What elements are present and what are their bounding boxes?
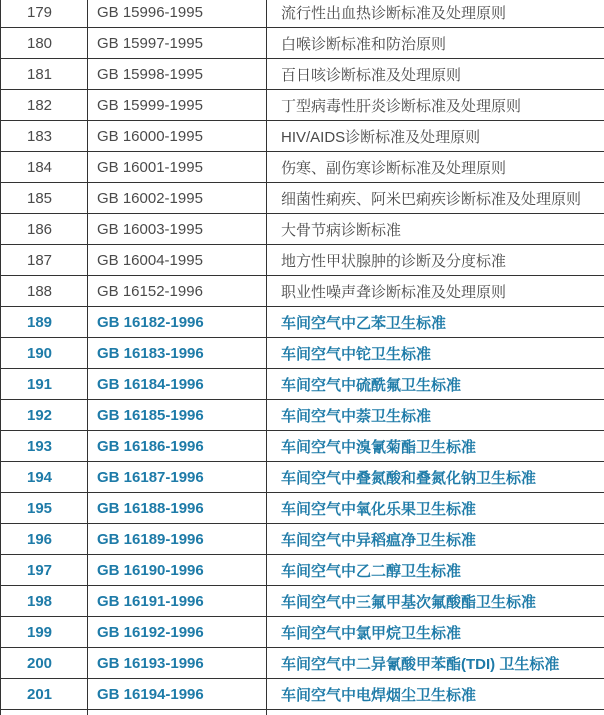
- standard-code[interactable]: GB 16191-1996: [88, 586, 267, 617]
- standard-code[interactable]: GB 16189-1996: [88, 524, 267, 555]
- row-number: 194: [1, 462, 88, 493]
- standard-title[interactable]: 车间空气中氧化乐果卫生标准: [267, 493, 604, 524]
- standard-title[interactable]: 车间空气中萘卫生标准: [267, 400, 604, 431]
- standard-code[interactable]: GB 16188-1996: [88, 493, 267, 524]
- row-number: 191: [1, 369, 88, 400]
- row-number: 199: [1, 617, 88, 648]
- row-number: 182: [1, 90, 88, 121]
- standard-title[interactable]: 车间空气中溴氰菊酯卫生标准: [267, 431, 604, 462]
- standard-title[interactable]: 车间空气中氯甲烷卫生标准: [267, 617, 604, 648]
- table-row: [1, 524, 604, 555]
- table-row: [1, 493, 604, 524]
- standard-code: GB 16003-1995: [88, 214, 267, 245]
- table-row: [1, 245, 604, 276]
- row-number: 186: [1, 214, 88, 245]
- standard-code: GB 16002-1995: [88, 183, 267, 214]
- row-number: 193: [1, 431, 88, 462]
- standard-title[interactable]: 车间空气中乙苯卫生标准: [267, 307, 604, 338]
- row-number: 192: [1, 400, 88, 431]
- row-number: 190: [1, 338, 88, 369]
- standard-title: 伤寒、副伤寒诊断标准及处理原则: [267, 152, 604, 183]
- standard-title: 百日咳诊断标准及处理原则: [267, 59, 604, 90]
- table-row: [1, 679, 604, 710]
- standard-title: [267, 710, 604, 715]
- row-number: 195: [1, 493, 88, 524]
- row-number: 198: [1, 586, 88, 617]
- row-number: 179: [1, 0, 88, 28]
- standard-title[interactable]: 车间空气中电焊烟尘卫生标准: [267, 679, 604, 710]
- table-row: [1, 307, 604, 338]
- standard-title: 细菌性痢疾、阿米巴痢疾诊断标准及处理原则: [267, 183, 604, 214]
- standard-code: [88, 710, 267, 715]
- standard-code[interactable]: GB 16185-1996: [88, 400, 267, 431]
- row-number: 187: [1, 245, 88, 276]
- table-row: [1, 400, 604, 431]
- standard-title: HIV/AIDS诊断标准及处理原则: [267, 121, 604, 152]
- standard-code[interactable]: GB 16192-1996: [88, 617, 267, 648]
- row-number: 185: [1, 183, 88, 214]
- standard-title[interactable]: 车间空气中叠氮酸和叠氮化钠卫生标准: [267, 462, 604, 493]
- table-row: [1, 648, 604, 679]
- standard-title: 流行性出血热诊断标准及处理原则: [267, 0, 604, 28]
- row-number: [1, 710, 88, 715]
- table-row: [1, 152, 604, 183]
- row-number: 200: [1, 648, 88, 679]
- standard-code[interactable]: GB 16187-1996: [88, 462, 267, 493]
- standard-title: 丁型病毒性肝炎诊断标准及处理原则: [267, 90, 604, 121]
- standard-code: GB 16001-1995: [88, 152, 267, 183]
- table-row: [1, 338, 604, 369]
- standard-title: 大骨节病诊断标准: [267, 214, 604, 245]
- table-row-partial: [1, 710, 604, 715]
- standards-table-body: [1, 0, 604, 715]
- standard-code: GB 16000-1995: [88, 121, 267, 152]
- standard-code: GB 16152-1996: [88, 276, 267, 307]
- table-row: [1, 28, 604, 59]
- standard-code[interactable]: GB 16194-1996: [88, 679, 267, 710]
- standard-code[interactable]: GB 16190-1996: [88, 555, 267, 586]
- row-number: 183: [1, 121, 88, 152]
- table-row: [1, 183, 604, 214]
- row-number: 184: [1, 152, 88, 183]
- standard-title[interactable]: 车间空气中异稻瘟净卫生标准: [267, 524, 604, 555]
- standard-code[interactable]: GB 16184-1996: [88, 369, 267, 400]
- standard-title[interactable]: 车间空气中硫酰氟卫生标准: [267, 369, 604, 400]
- table-row: [1, 59, 604, 90]
- standard-title[interactable]: 车间空气中乙二醇卫生标准: [267, 555, 604, 586]
- table-row: [1, 431, 604, 462]
- row-number: 189: [1, 307, 88, 338]
- table-row: [1, 121, 604, 152]
- row-number: 196: [1, 524, 88, 555]
- standard-title: 职业性噪声聋诊断标准及处理原则: [267, 276, 604, 307]
- standard-title[interactable]: 车间空气中二异氰酸甲苯酯(TDI) 卫生标准: [267, 648, 604, 679]
- standard-code[interactable]: GB 16182-1996: [88, 307, 267, 338]
- standard-title: 白喉诊断标准和防治原则: [267, 28, 604, 59]
- standard-code[interactable]: GB 16186-1996: [88, 431, 267, 462]
- standard-code[interactable]: GB 16193-1996: [88, 648, 267, 679]
- row-number: 180: [1, 28, 88, 59]
- standard-code: GB 15997-1995: [88, 28, 267, 59]
- standard-title[interactable]: 车间空气中铊卫生标准: [267, 338, 604, 369]
- table-row: [1, 90, 604, 121]
- table-row: [1, 214, 604, 245]
- table-row: [1, 555, 604, 586]
- row-number: 201: [1, 679, 88, 710]
- standard-title[interactable]: 车间空气中三氟甲基次氟酸酯卫生标准: [267, 586, 604, 617]
- standard-code: GB 16004-1995: [88, 245, 267, 276]
- row-number: 197: [1, 555, 88, 586]
- row-number: 188: [1, 276, 88, 307]
- table-row: [1, 0, 604, 28]
- table-row: [1, 369, 604, 400]
- table-row: [1, 617, 604, 648]
- standard-code[interactable]: GB 16183-1996: [88, 338, 267, 369]
- table-row: [1, 586, 604, 617]
- table-row: [1, 276, 604, 307]
- table-row: [1, 462, 604, 493]
- standard-code: GB 15996-1995: [88, 0, 267, 28]
- standard-code: GB 15998-1995: [88, 59, 267, 90]
- standard-title: 地方性甲状腺肿的诊断及分度标准: [267, 245, 604, 276]
- row-number: 181: [1, 59, 88, 90]
- standard-code: GB 15999-1995: [88, 90, 267, 121]
